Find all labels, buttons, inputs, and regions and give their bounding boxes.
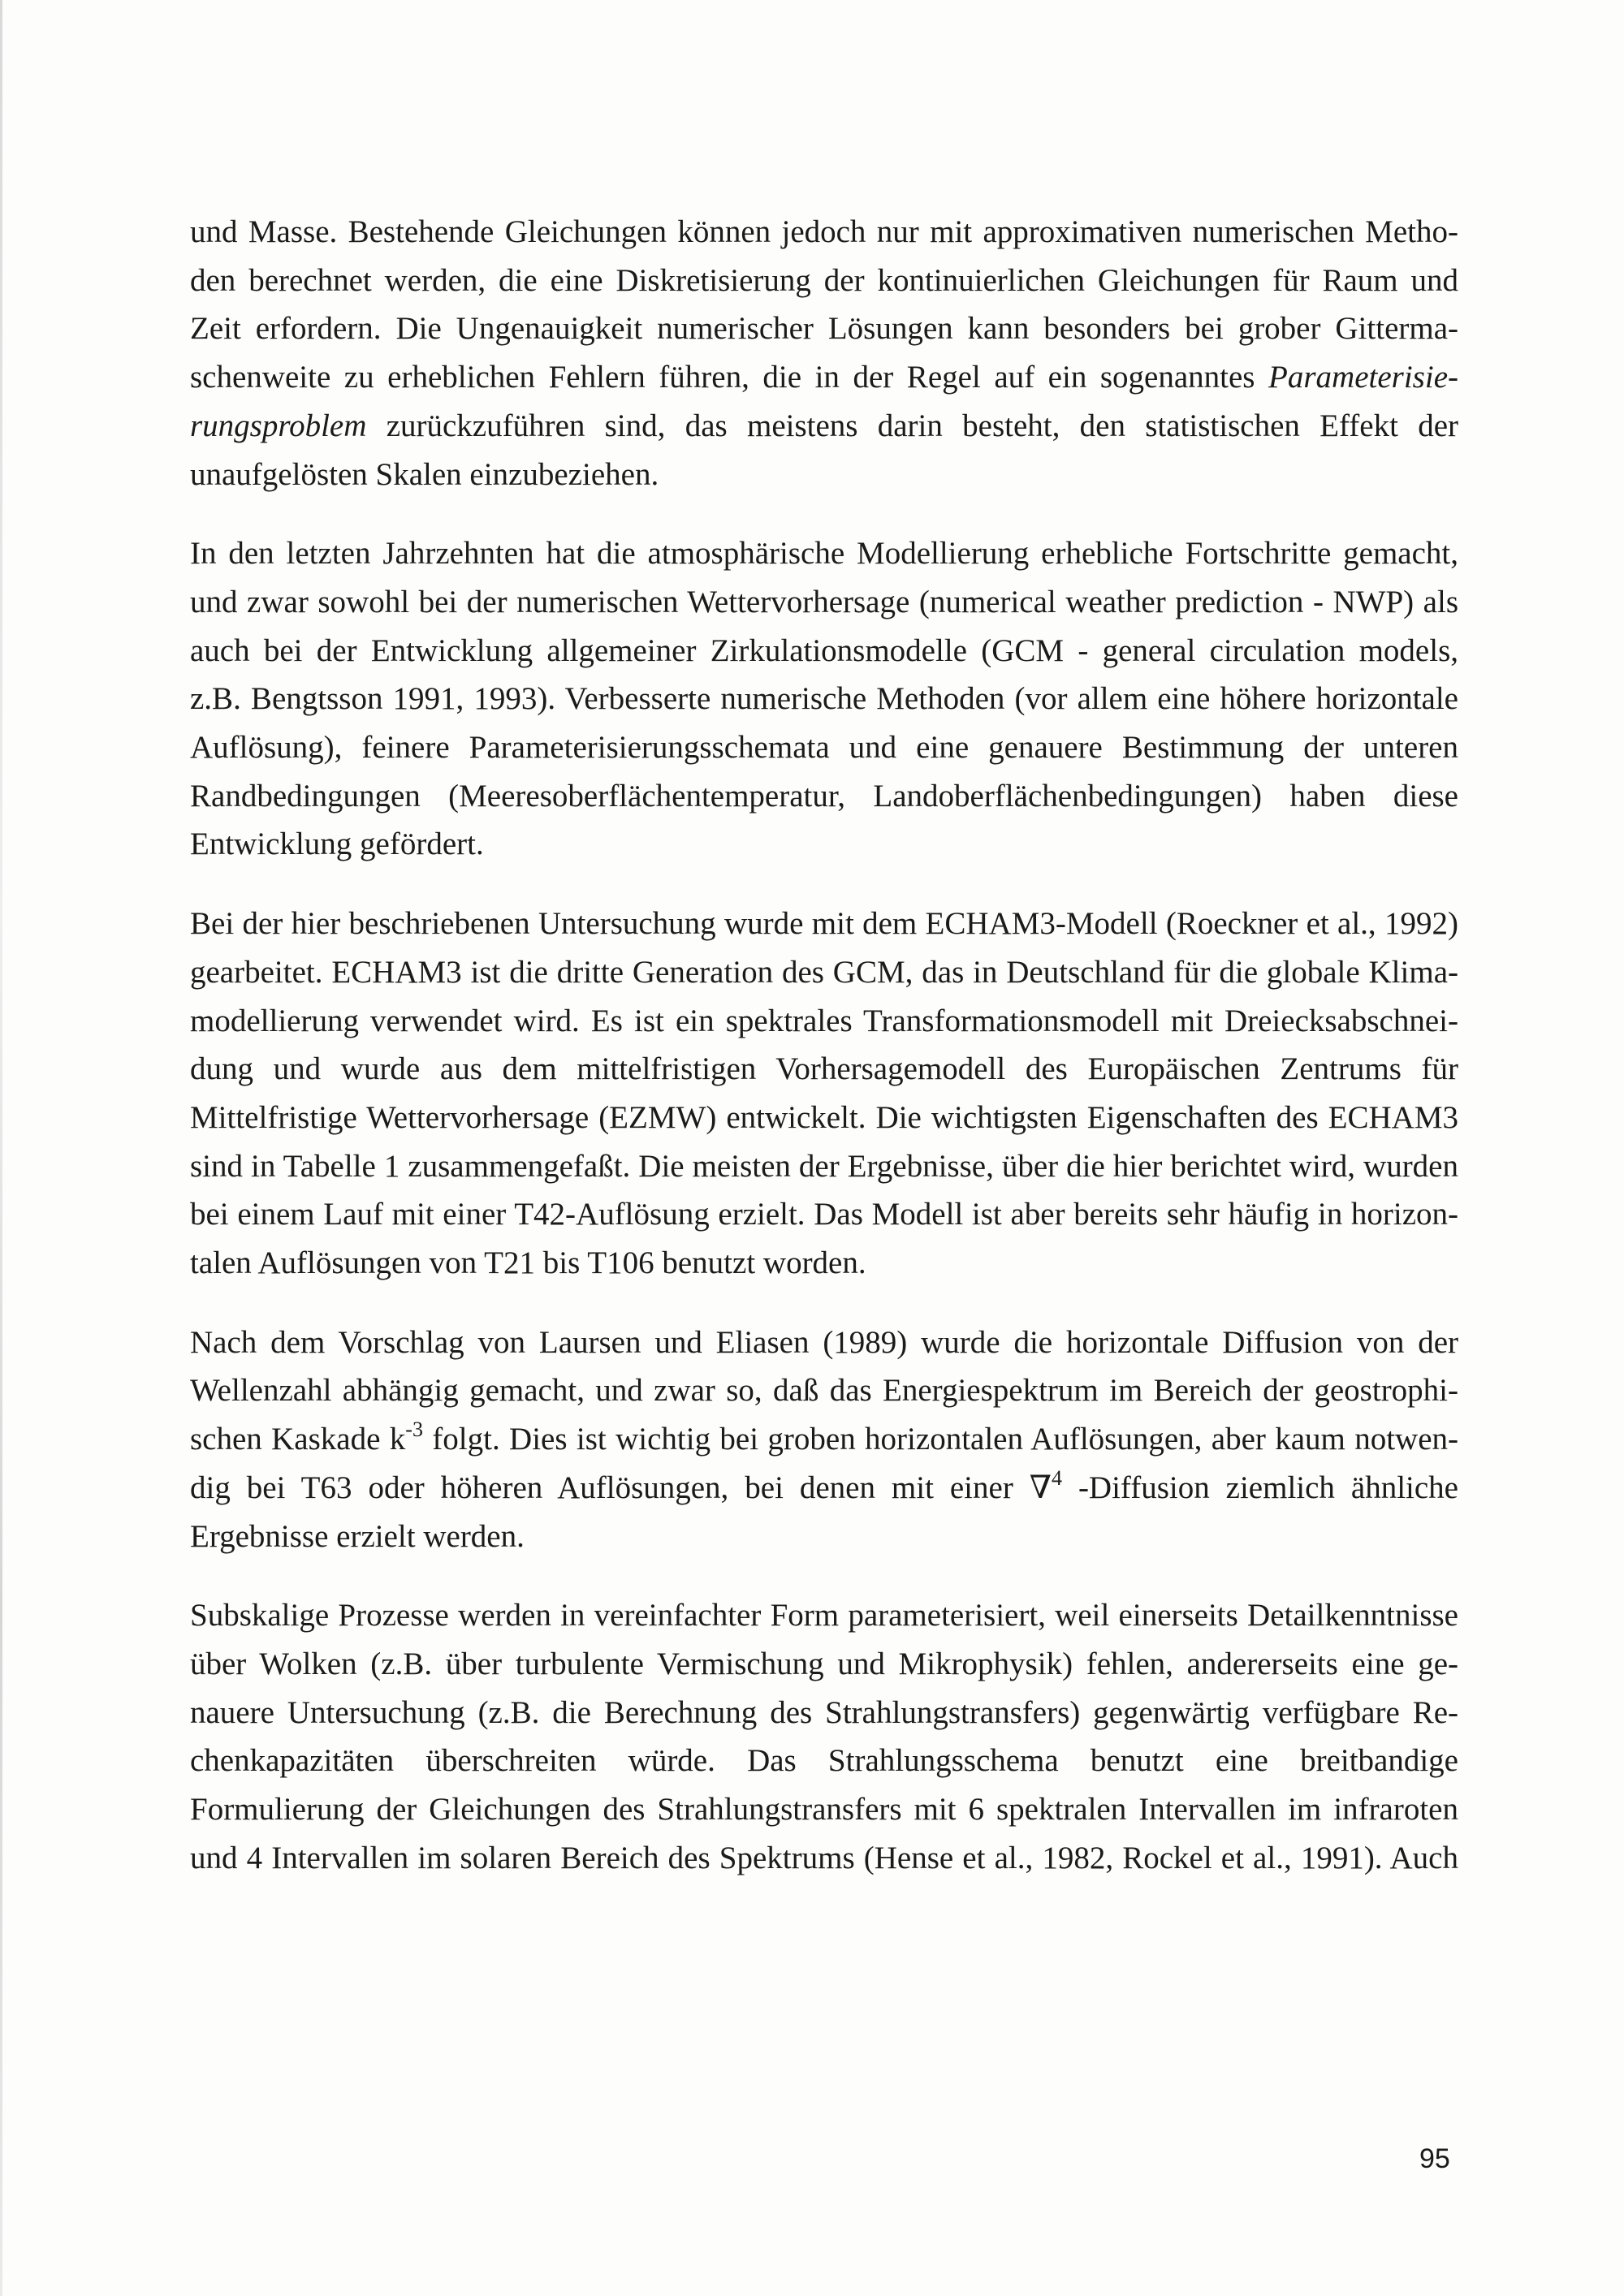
text-line: Subskalige Prozesse werden in vereinfachter Form parameterisiert, weil einerseits Detailkenntnisse — [190, 1598, 1458, 1634]
text-line: Formulierung der Gleichungen des Strahlungstransfers mit 6 spektralen Intervallen im infraroten — [190, 1792, 1458, 1828]
text-line — [190, 1415, 1458, 1464]
text-line: Ergebnisse erzielt werden. — [190, 1518, 525, 1554]
text-line: unaufgelösten Skalen einzubeziehen. — [190, 456, 659, 492]
superscript: 4 — [1052, 1465, 1062, 1490]
text-line: Zeit erfordern. Die Ungenauigkeit numerischer Lösungen kann besonders bei grober Gitterma- — [190, 311, 1458, 347]
text-line: gearbeitet. ECHAM3 ist die dritte Generation des GCM, das in Deutschland für die globale Klima- — [190, 954, 1458, 990]
text-line: und zwar sowohl bei der numerischen Wettervorhersage (numerical weather prediction - NWP) als — [190, 584, 1458, 619]
text-line: Bei der hier beschriebenen Untersuchung wurde mit dem ECHAM3-Modell (Roeckner et al., 1992) — [190, 906, 1458, 942]
text-line: Entwicklung gefördert. — [190, 826, 484, 862]
text-line — [190, 353, 1458, 402]
text-line: modellierung verwendet wird. Es ist ein spektrales Transformationsmodell mit Dreiecksabschnei- — [190, 1003, 1458, 1038]
text-line: über Wolken (z.B. über turbulente Vermischung und Mikrophysik) fehlen, andererseits eine ge- — [190, 1646, 1458, 1681]
text-line: sind in Tabelle 1 zusammengefaßt. Die meisten der Ergebnisse, über die hier berichtet wird, wurden — [190, 1148, 1458, 1184]
text-line: und Masse. Bestehende Gleichungen können jedoch nur mit approximativen numerischen Metho- — [190, 214, 1458, 249]
text-line: In den letzten Jahrzehnten hat die atmosphärische Modellierung erhebliche Fortschritte gemacht, — [190, 536, 1458, 572]
text-line: bei einem Lauf mit einer T42-Auflösung erzielt. Das Modell ist aber bereits sehr häufig in horizon- — [190, 1197, 1458, 1232]
paragraph-3 — [190, 900, 1458, 1288]
italic-term: Parameterisie- — [1268, 360, 1458, 395]
text-segment: zurückzuführen sind, das meistens darin besteht, den statistischen Effekt der — [366, 408, 1458, 443]
text-line — [190, 402, 1458, 451]
body-text — [190, 208, 1458, 1914]
text-line: dung und wurde aus dem mittelfristigen Vorhersagemodell des Europäischen Zentrums für — [190, 1051, 1458, 1087]
text-line — [190, 1464, 1458, 1513]
italic-term: rungsproblem — [190, 408, 367, 443]
page-number: 95 — [1419, 2143, 1450, 2174]
text-segment: -Diffusion ziemlich ähnliche — [1062, 1470, 1458, 1505]
scan-edge — [0, 0, 2, 2296]
text-line: Auflösung), feinere Parameterisierungsschemata und eine genauere Bestimmung der unteren — [190, 730, 1458, 766]
text-line: Nach dem Vorschlag von Laursen und Eliasen (1989) wurde die horizontale Diffusion von der — [190, 1324, 1458, 1360]
text-segment: dig bei T63 oder höheren Auflösungen, bei denen mit einer ∇ — [190, 1470, 1052, 1505]
text-segment: folgt. Dies ist wichtig bei groben horizontalen Auflösungen, aber kaum notwen- — [422, 1422, 1459, 1457]
text-line: Wellenzahl abhängig gemacht, und zwar so, daß das Energiespektrum im Bereich der geostrophi- — [190, 1373, 1458, 1409]
text-line: und 4 Intervallen im solaren Bereich des Spektrums (Hense et al., 1982, Rockel et al., 1991). Auch — [190, 1840, 1458, 1875]
text-line: z.B. Bengtsson 1991, 1993). Verbesserte numerische Methoden (vor allem eine höhere horizontale — [190, 681, 1458, 717]
paragraph-4 — [190, 1318, 1458, 1561]
paragraph-1 — [190, 208, 1458, 498]
text-line: chenkapazitäten überschreiten würde. Das Strahlungsschema benutzt eine breitbandige — [190, 1743, 1458, 1779]
text-line: Mittelfristige Wettervorhersage (EZMW) entwickelt. Die wichtigsten Eigenschaften des ECHAM3 — [190, 1099, 1458, 1135]
text-segment: schen Kaskade k — [190, 1422, 406, 1457]
text-line: nauere Untersuchung (z.B. die Berechnung des Strahlungstransfers) gegenwärtig verfügbare Re- — [190, 1694, 1458, 1730]
text-line: auch bei der Entwicklung allgemeiner Zirkulationsmodelle (GCM - general circulation models, — [190, 632, 1458, 668]
paragraph-5 — [190, 1591, 1458, 1882]
text-line: Randbedingungen (Meeresoberflächentemperatur, Landoberflächenbedingungen) haben diese — [190, 778, 1458, 814]
text-line: den berechnet werden, die eine Diskretisierung der kontinuierlichen Gleichungen für Raum und — [190, 262, 1458, 298]
paragraph-2 — [190, 529, 1458, 869]
superscript: -3 — [405, 1418, 423, 1442]
text-line: talen Auflösungen von T21 bis T106 benutzt worden. — [190, 1245, 866, 1281]
text-segment: schenweite zu erheblichen Fehlern führen, die in der Regel auf ein sogenanntes — [190, 360, 1269, 395]
